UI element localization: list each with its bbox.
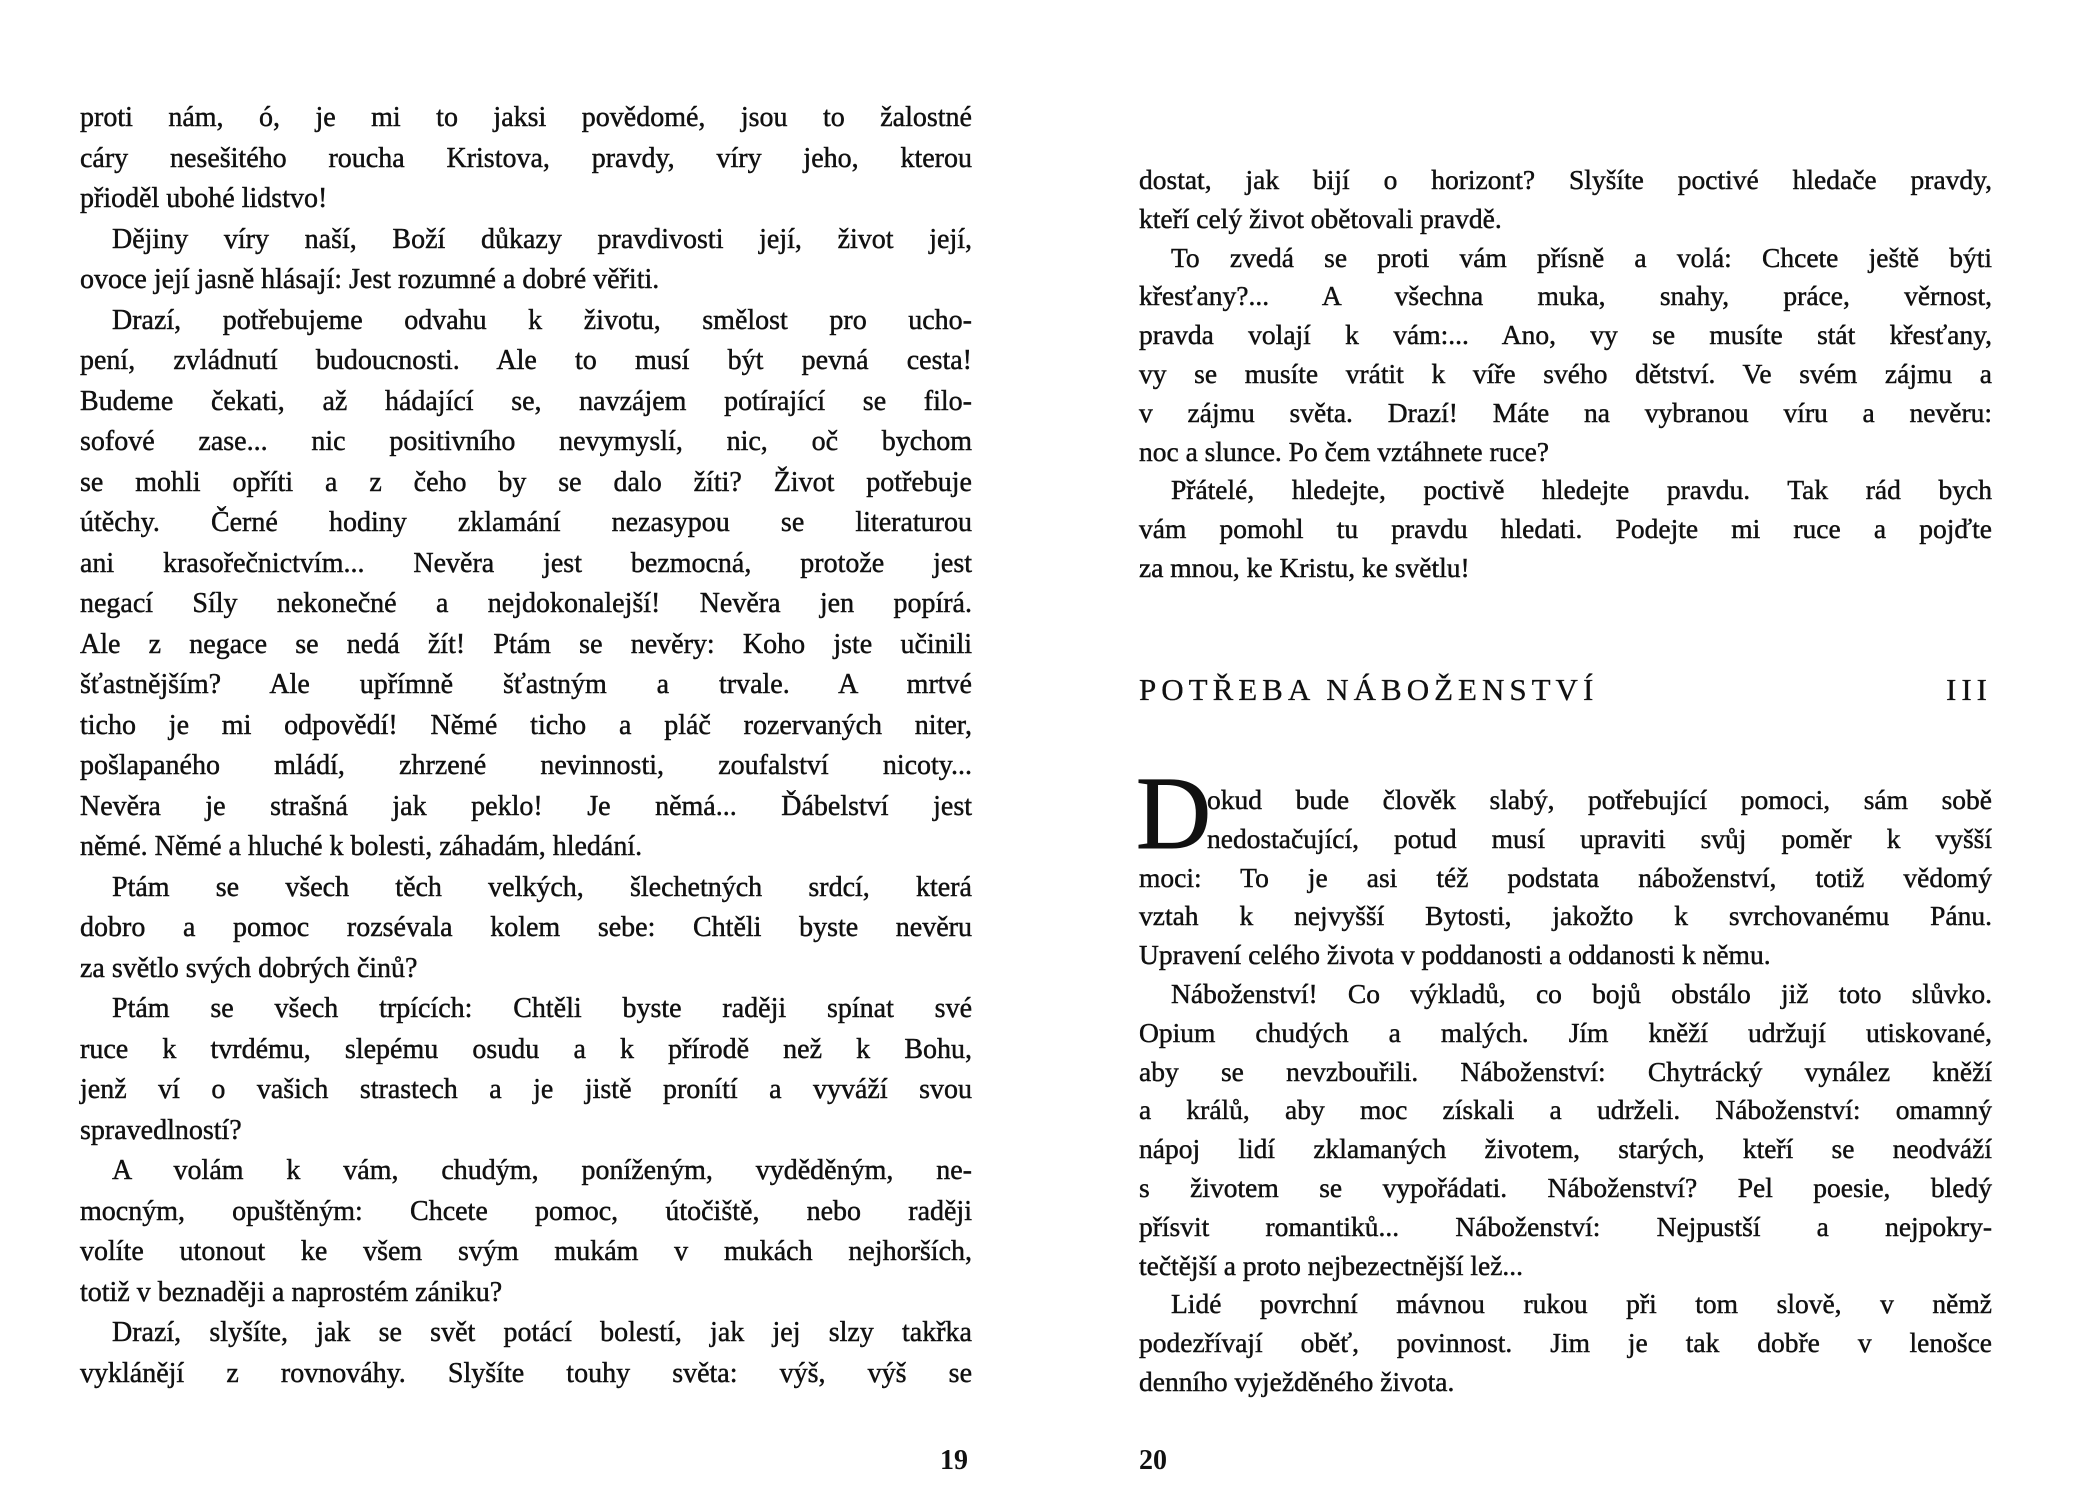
paragraph bbox=[1139, 471, 1992, 587]
chapter-number: III bbox=[1946, 672, 1992, 707]
paragraph bbox=[80, 98, 972, 220]
text-line: moci: To je asi též podstata náboženství, totiž vědomý bbox=[1139, 861, 1992, 893]
text-line: okud bude člověk slabý, potřebující pomoci, sám sobě bbox=[1207, 784, 1992, 815]
text-line: tečtější a proto nejbezectnější lež... bbox=[1139, 1249, 1524, 1281]
text-line: jenž ví o vašich strastech a je jistě pronítí a vyváží svou bbox=[80, 1074, 972, 1105]
text-line: se mohli opříti a z čeho by se dalo žíti? Život potřebuje bbox=[80, 466, 972, 498]
text-line: Ptám se všech trpících: Chtěli byste raději spínat své bbox=[112, 993, 972, 1024]
text-line: ticho je mi odpovědí! Němé ticho a pláč rozervaných niter, bbox=[80, 709, 972, 741]
paragraph bbox=[1139, 1285, 1992, 1401]
text-line: cáry nesešitého roucha Kristova, pravdy, víry jeho, kterou bbox=[80, 142, 972, 174]
paragraph bbox=[80, 1151, 972, 1313]
text-line: Přátelé, hledejte, poctivě hledejte pravdu. Tak rád bych bbox=[1171, 474, 1992, 506]
text-line: A volám k vám, chudým, poníženým, vyděděným, ne- bbox=[112, 1155, 972, 1186]
text-line: vztah k nejvyšší Bytosti, jakožto k svrchovanému Pánu. bbox=[1139, 900, 1992, 932]
paragraph bbox=[80, 989, 972, 1151]
text-line: za světlo svých dobrých činů? bbox=[80, 952, 418, 984]
paragraph bbox=[1139, 239, 1992, 472]
text-line: podezřívají oběť, povinnost. Jim je tak dobře v lenošce bbox=[1139, 1327, 1992, 1359]
text-line: kteří celý život obětovali pravdě. bbox=[1139, 202, 1502, 234]
text-line: křesťany?... A všechna muka, snahy, práce, věrnost, bbox=[1139, 280, 1992, 312]
text-line: Ale z negace se nedá žít! Ptám se nevěry: Koho jste učinili bbox=[80, 628, 972, 660]
text-line: útěchy. Černé hodiny zklamání nezasypou se literaturou bbox=[80, 507, 972, 538]
text-line: negací Síly nekonečné a nejdokonalejší! Nevěra jen popírá. bbox=[80, 588, 972, 619]
paragraph bbox=[80, 868, 972, 990]
text-line: Lidé povrchní mávnou rukou při tom slově, v němž bbox=[1171, 1288, 1992, 1320]
text-line: přioděl ubohé lidstvo! bbox=[80, 183, 328, 214]
text-line: Drazí, slyšíte, jak se svět potácí bolestí, jak jej slzy takřka bbox=[112, 1317, 972, 1348]
text-line: přísvit romantiků... Náboženství: Nejpustší a nejpokry- bbox=[1139, 1210, 1992, 1242]
text-line: mocným, opuštěným: Chcete pomoc, útočiště, nebo raději bbox=[80, 1195, 972, 1227]
paragraph bbox=[1139, 975, 1992, 1285]
text-line: vy se musíte vrátit k víře svého dětství. Ve svém zájmu a bbox=[1139, 357, 1992, 389]
paragraph bbox=[80, 220, 972, 301]
text-line: Dějiny víry naší, Boží důkazy pravdivosti její, život její, bbox=[112, 223, 972, 255]
text-line: šťastnějším? Ale upřímně šťastným a trvale. A mrtvé bbox=[80, 669, 972, 700]
text-line: vyklánějí z rovnováhy. Slyšíte touhy světa: výš, výš se bbox=[80, 1357, 972, 1389]
left-page-text bbox=[80, 98, 972, 1394]
text-line: Drazí, potřebujeme odvahu k životu, smělost pro ucho- bbox=[112, 304, 972, 336]
text-line: sofové zase... nic positivního nevymyslí, nic, oč bychom bbox=[80, 426, 972, 457]
text-line: pravda volají k vám:... Ano, vy se musíte stát křesťany, bbox=[1139, 319, 1992, 351]
text-line: ovoce její jasně hlásají: Jest rozumné a dobré věřiti. bbox=[80, 264, 660, 295]
text-line: ani krasořečnictvím... Nevěra jest bezmocná, protože jest bbox=[80, 547, 972, 579]
page-number-left: 19 bbox=[940, 1445, 968, 1476]
text-line: v zájmu světa. Drazí! Máte na vybranou víru a nevěru: bbox=[1139, 396, 1992, 428]
text-line: s životem se vypořádati. Náboženství? Pel poesie, bledý bbox=[1139, 1171, 1992, 1203]
text-line: noc a slunce. Po čem vztáhnete ruce? bbox=[1139, 435, 1550, 467]
text-line: denního vyježděného života. bbox=[1139, 1365, 1455, 1397]
text-line: dostat, jak bijí o horizont? Slyšíte poctivé hledače pravdy, bbox=[1139, 164, 1992, 195]
text-line: proti nám, ó, je mi to jaksi povědomé, jsou to žalostné bbox=[80, 102, 972, 133]
text-line: pošlapaného mládí, zhrzené nevinnosti, zoufalství nicoty... bbox=[80, 750, 972, 781]
chapter-heading bbox=[1139, 672, 1992, 708]
chapter-text bbox=[1139, 781, 1992, 1402]
text-line: Náboženství! Co výkladů, co bojů obstálo již toto slůvko. bbox=[1171, 977, 1992, 1009]
text-line: a králů, aby moc získali a udrželi. Náboženství: omamný bbox=[1139, 1094, 1992, 1126]
text-line: To zvedá se proti vám přísně a volá: Chcete ještě býti bbox=[1171, 241, 1992, 273]
text-line: Upravení celého života v poddanosti a oddanosti k němu. bbox=[1139, 939, 1771, 971]
text-line: němé. Němé a hluché k bolesti, záhadám, hledání. bbox=[80, 831, 643, 862]
text-line: pení, zvládnutí budoucnosti. Ale to musí být pevná cesta! bbox=[80, 345, 972, 376]
text-line: spravedlností? bbox=[80, 1114, 242, 1146]
page-number-right: 20 bbox=[1139, 1445, 1167, 1476]
text-line: Budeme čekati, až hádající se, navzájem potírající se filo- bbox=[80, 385, 972, 417]
paragraph bbox=[1139, 161, 1992, 239]
text-line: Opium chudých a malých. Jím kněží udržují utiskované, bbox=[1139, 1016, 1992, 1048]
text-line: aby se nevzbouřili. Náboženství: Chytrácký vynález kněží bbox=[1139, 1055, 1992, 1087]
text-line: nápoj lidí zklamaných životem, starých, kteří se neodváží bbox=[1139, 1133, 1992, 1165]
text-line: Ptám se všech těch velkých, šlechetných srdcí, která bbox=[112, 871, 972, 903]
text-line: volíte utonout ke všem svým mukám v mukách nejhorších, bbox=[80, 1236, 972, 1267]
paragraph bbox=[80, 301, 972, 868]
text-line: ruce k tvrdému, slepému osudu a k přírodě než k Bohu, bbox=[80, 1033, 972, 1065]
text-line: vám pomohl tu pravdu hledati. Podejte mi ruce a pojďte bbox=[1139, 513, 1992, 545]
text-line: dobro a pomoc rozsévala kolem sebe: Chtěli byste nevěru bbox=[80, 912, 972, 943]
chapter-title: POTŘEBA NÁBOŽENSTVÍ bbox=[1139, 672, 1599, 707]
text-line: za mnou, ke Kristu, ke světlu! bbox=[1139, 551, 1470, 583]
paragraph bbox=[80, 1313, 972, 1394]
drop-cap: D bbox=[1136, 756, 1212, 871]
right-page-text bbox=[1139, 161, 1992, 588]
text-line: Nevěra je strašná jak peklo! Je němá... Ďábelství jest bbox=[80, 790, 972, 822]
text-line: totiž v beznaději a naprostém zániku? bbox=[80, 1276, 503, 1308]
paragraph bbox=[1139, 781, 1992, 975]
text-line: nedostačující, potud musí upraviti svůj poměr k vyšší bbox=[1207, 822, 1992, 854]
